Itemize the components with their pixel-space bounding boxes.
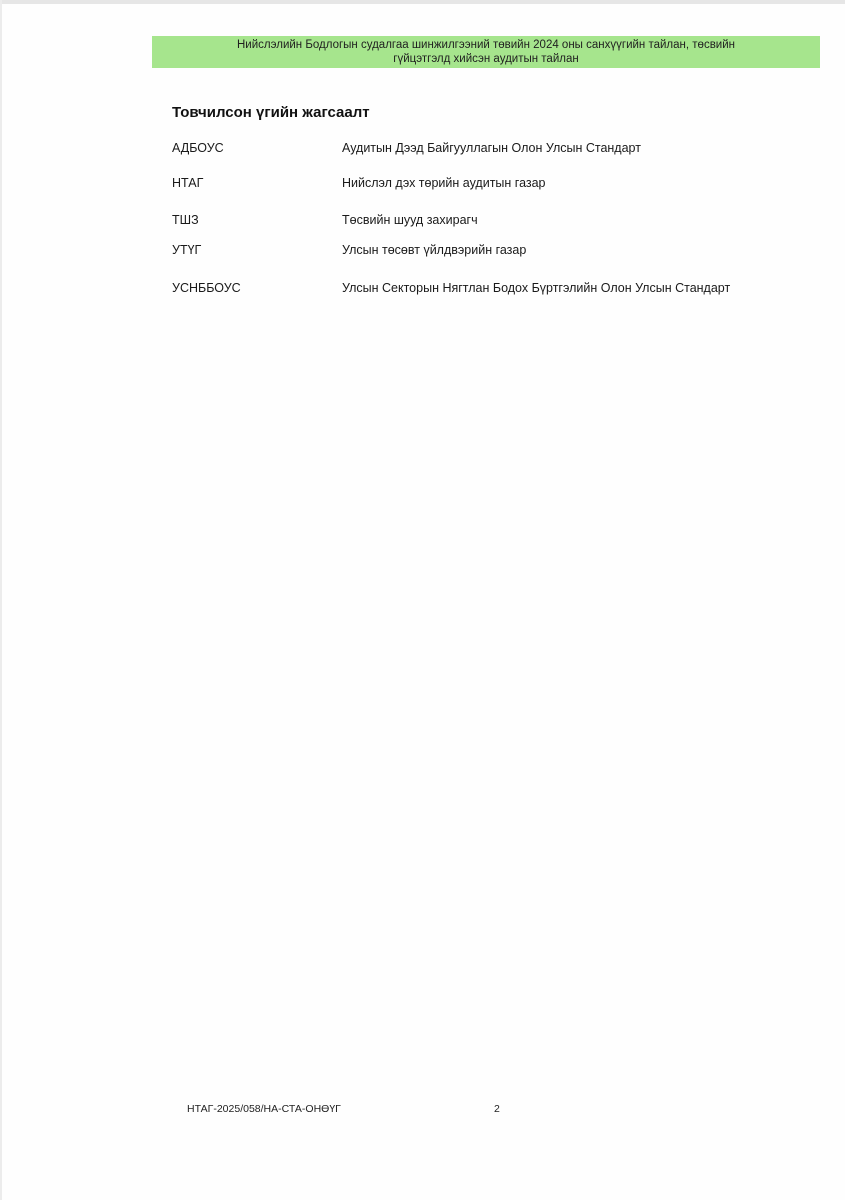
report-header-line-2: гүйцэтгэлд хийсэн аудитын тайлан bbox=[393, 53, 579, 65]
page-left-edge bbox=[0, 0, 2, 1200]
abbreviation-term: АДБОУС bbox=[172, 141, 224, 155]
page-top-edge bbox=[0, 0, 845, 4]
abbreviation-row bbox=[172, 174, 832, 192]
abbreviation-term: УСНББОУС bbox=[172, 281, 241, 295]
abbreviation-definition: Улсын Секторын Нягтлан Бодох Бүртгэлийн Олон Улсын Стандарт bbox=[342, 281, 731, 295]
report-header-text bbox=[237, 38, 735, 66]
abbreviation-definition: Улсын төсөвт үйлдвэрийн газар bbox=[342, 243, 527, 257]
footer-document-code: НТАГ-2025/058/НА-СТА-ОНӨҮГ bbox=[187, 1103, 341, 1115]
abbreviation-definition: Төсвийн шууд захирагч bbox=[342, 213, 478, 227]
abbreviation-row bbox=[172, 241, 832, 259]
footer-page-number: 2 bbox=[494, 1103, 500, 1115]
abbreviation-term: НТАГ bbox=[172, 176, 204, 190]
abbreviation-term: ТШЗ bbox=[172, 213, 199, 227]
abbreviation-term: УТҮГ bbox=[172, 243, 202, 257]
report-header-banner bbox=[152, 36, 820, 68]
abbreviation-definition: Аудитын Дээд Байгууллагын Олон Улсын Стандарт bbox=[342, 141, 641, 155]
abbreviations-title: Товчилсон үгийн жагсаалт bbox=[172, 104, 370, 121]
abbreviation-definition: Нийслэл дэх төрийн аудитын газар bbox=[342, 176, 546, 190]
abbreviation-row bbox=[172, 279, 832, 297]
abbreviation-row bbox=[172, 139, 832, 157]
report-header-line-1: Нийслэлийн Бодлогын судалгаа шинжилгээний төвийн 2024 оны санхүүгийн тайлан, төсвийн bbox=[237, 39, 735, 51]
abbreviation-row bbox=[172, 211, 832, 229]
